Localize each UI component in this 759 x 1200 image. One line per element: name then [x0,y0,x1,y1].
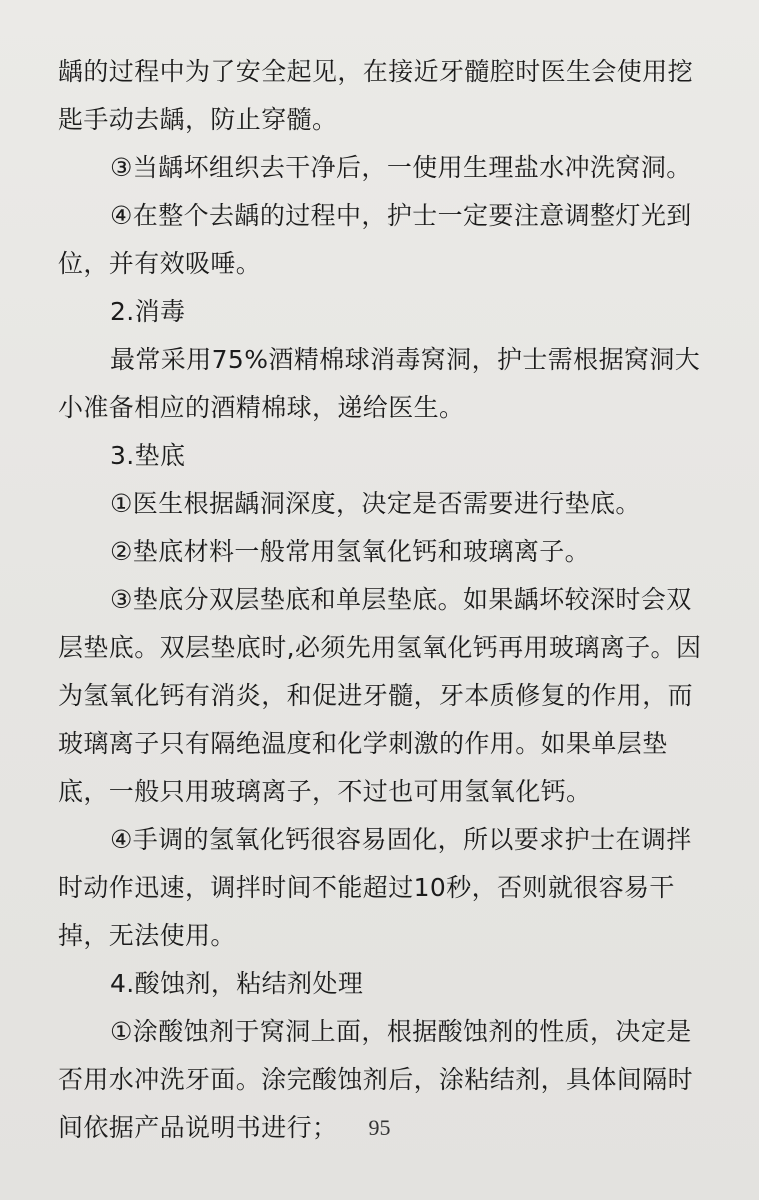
text-line: 匙手动去龋，防止穿髓。 [58,105,338,134]
text-line: 为氢氧化钙有消炎，和促进牙髓，牙本质修复的作用，而 [58,681,694,710]
text-line: 位，并有效吸唾。 [58,249,262,278]
text-line: ③当龋坏组织去干净后，一使用生理盐水冲洗窝洞。 [110,153,692,182]
text-line: 间依据产品说明书进行； [58,1113,338,1142]
text-line: 玻璃离子只有隔绝温度和化学刺激的作用。如果单层垫 [58,729,668,758]
text-line: ②垫底材料一般常用氢氧化钙和玻璃离子。 [110,537,591,566]
page-number: 95 [368,1115,391,1140]
text-line: 否用水冲洗牙面。涂完酸蚀剂后，涂粘结剂，具体间隔时 [58,1065,694,1094]
text-line: 底，一般只用玻璃离子，不过也可用氢氧化钙。 [58,777,592,806]
text-line: 小准备相应的酒精棉球，递给医生。 [58,393,465,422]
text-line: 层垫底。双层垫底时,必须先用氢氧化钙再用玻璃离子。因 [58,633,702,662]
body-text [58,48,708,1152]
text-line: ④在整个去龋的过程中，护士一定要注意调整灯光到 [110,201,692,230]
text-line: ④手调的氢氧化钙很容易固化，所以要求护士在调拌 [110,825,692,854]
text-line: 2.消毒 [110,297,186,326]
text-line: 3.垫底 [110,441,186,470]
text-line: ①医生根据龋洞深度，决定是否需要进行垫底。 [110,489,641,518]
text-line: ①涂酸蚀剂于窝洞上面，根据酸蚀剂的性质，决定是 [110,1017,692,1046]
text-line: 4.酸蚀剂，粘结剂处理 [110,969,364,998]
text-line: 最常采用75%酒精棉球消毒窝洞，护士需根据窝洞大 [110,345,701,374]
text-line: 龋的过程中为了安全起见，在接近牙髓腔时医生会使用挖 [58,57,694,86]
text-line: 掉，无法使用。 [58,921,236,950]
text-line: ③垫底分双层垫底和单层垫底。如果龋坏较深时会双 [110,585,692,614]
text-line: 时动作迅速，调拌时间不能超过10秒，否则就很容易干 [58,873,675,902]
